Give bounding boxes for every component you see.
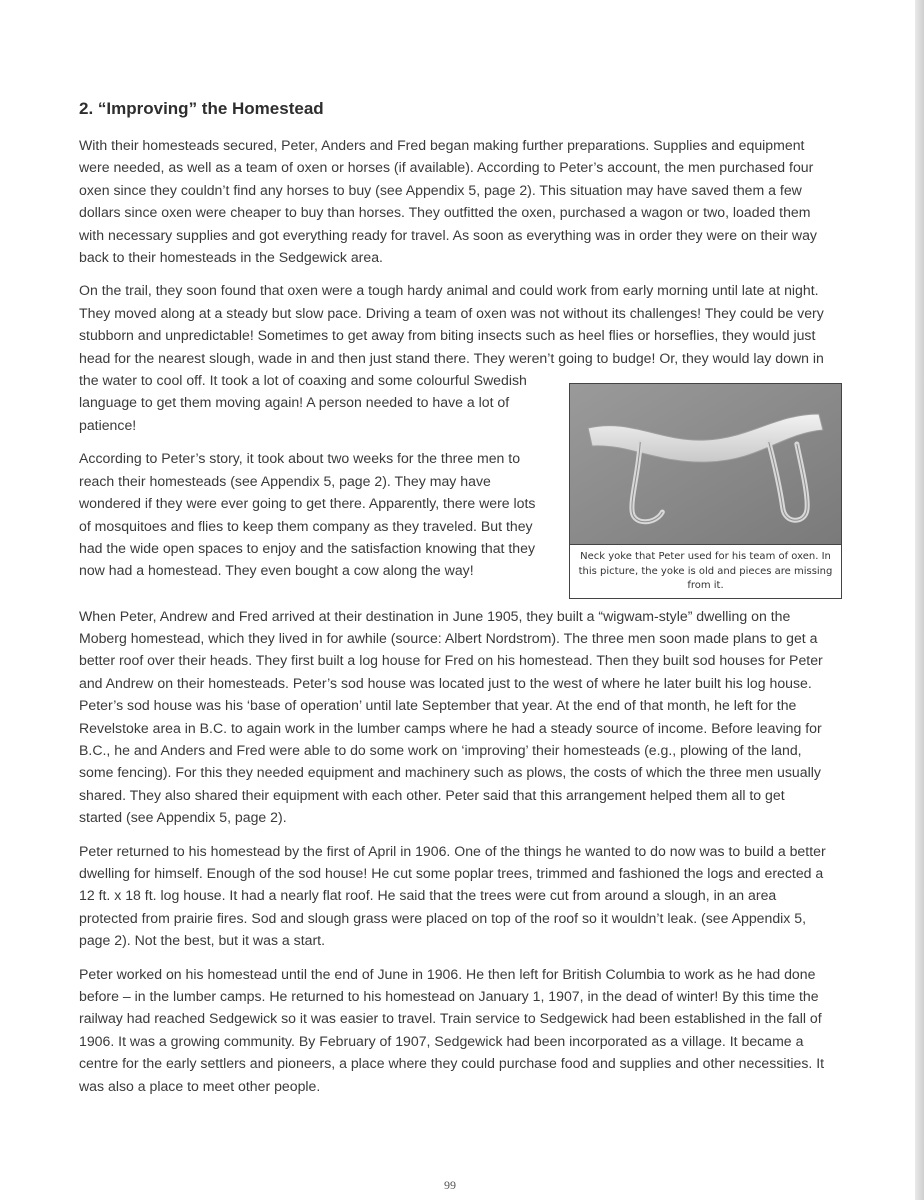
paragraph-2-text: On the trail, they soon found that oxen were a tough hardy animal and could work from early morning until late at night. They moved along at a steady but slow pace. Driving a team of oxen was not without its challenges! They could be very stubborn and unpredictable! Sometimes to get away from biting insects such as heel flies or horseflies, they would just head for the nearest slough, wade in and then just stand there. They weren’t going to — [79, 282, 824, 366]
paragraph-1: With their homesteads secured, Peter, Anders and Fred began making further preparations. Supplies and equipment were needed, as well as a team of oxen or horses (if available). According to Peter’s account, the men purchased four oxen since they couldn’t find any horses to buy (see Appendix 5, page 2). This situation may have saved them a few dollars since oxen were cheaper to buy than horses. They outfitted the oxen, purchased a wagon or two, loaded them with necessary supplies and got everything ready for travel. As soon as everything was in order they were on their way back to their homesteads in the Sedgewick area. — [79, 137, 817, 266]
paragraph-5: Peter returned to his homestead by the first of April in 1906. One of the things he wanted to do now was to build a better dwelling for himself. Enough of the sod house! He cut some poplar trees, trimmed and fashioned the logs and erected a 12 ft. x 18 ft. log house. It had a nearly flat roof. He said that the trees were cut from around a slough, in an area protected from prairie fires. Sod and slough grass were placed on top of the roof so it wouldn’t leak. (see Appendix 5, page 2). Not the best, but it was a start. — [79, 842, 826, 949]
page-number: 99 — [444, 1178, 456, 1192]
paragraph-6: Peter worked on his homestead until the end of June in 1906. He then left for British Columbia to work as he had done before – in the lumber camps. He returned to his homestead on January 1, 1907, in the dead of winter! By this time the railway had reached Sedgewick so it was easier to travel. Train service to Sedgewick had been established in the fall of 1906. It was a growing community. By February of 1907, Sedgewick had been incorporated as a village. It became a centre for the early settlers and pioneers, a place where they could purchase food and supplies and other necessities. It was also a place to meet other people. — [79, 965, 825, 1094]
section-title: 2. “Improving” the Homestead — [79, 99, 324, 118]
document-page — [79, 98, 833, 1108]
neck-yoke-photo — [570, 384, 841, 545]
figure-caption: Neck yoke that Peter used for his team of oxen. In this picture, the yoke is old and pieces are missing from it. — [578, 551, 833, 592]
paragraph-2-continued: budge! Or, they would lay down in the water to cool off. It took a lot of coaxing and some colourful Swedish language to get them moving again! A person needed to have a lot of patience! — [79, 349, 824, 433]
neck-yoke-figure — [569, 383, 842, 599]
page-edge — [915, 0, 924, 1200]
paragraph-3: According to Peter’s story, it took about two weeks for the three men to reach their homesteads (see Appendix 5, page 2). They may have wondered if they were ever going to get there. Apparently, there were lots of mosquitoes and flies to keep them company as they traveled. But they had the wide open spaces to enjoy and the satisfaction knowing that they now had a homestead. They even bought a cow along the way! — [79, 450, 536, 579]
paragraph-4: When Peter, Andrew and Fred arrived at their destination in June 1905, they built a “wigwam-style” dwelling on the Moberg homestead, which they lived in for awhile (source: Albert Nordstrom). The three men soon made plans to get a better roof over their heads. They first built a log house for Fred on his homestead. Then they built sod houses for Peter and Andrew on their homesteads. Peter’s sod house was located just to the west of where he later built his log house. Peter’s sod house was his ‘base of operation’ until late September that year. At the end of that month, he left for the Revelstoke area in B.C. to again work in the lumber camps where he had a steady source of income. Before leaving for B.C., he and Anders and Fred were able to do some work on ‘improving’ their homesteads (e.g., plowing of the land, some fencing). For this they needed equipment and machinery such as plows, the costs of which the three men usually shared. They also shared their equipment with each other. Peter said that this arrangement helped them all to get started (see Appendix 5, page 2). — [79, 607, 823, 826]
neck-yoke-image — [570, 384, 841, 544]
